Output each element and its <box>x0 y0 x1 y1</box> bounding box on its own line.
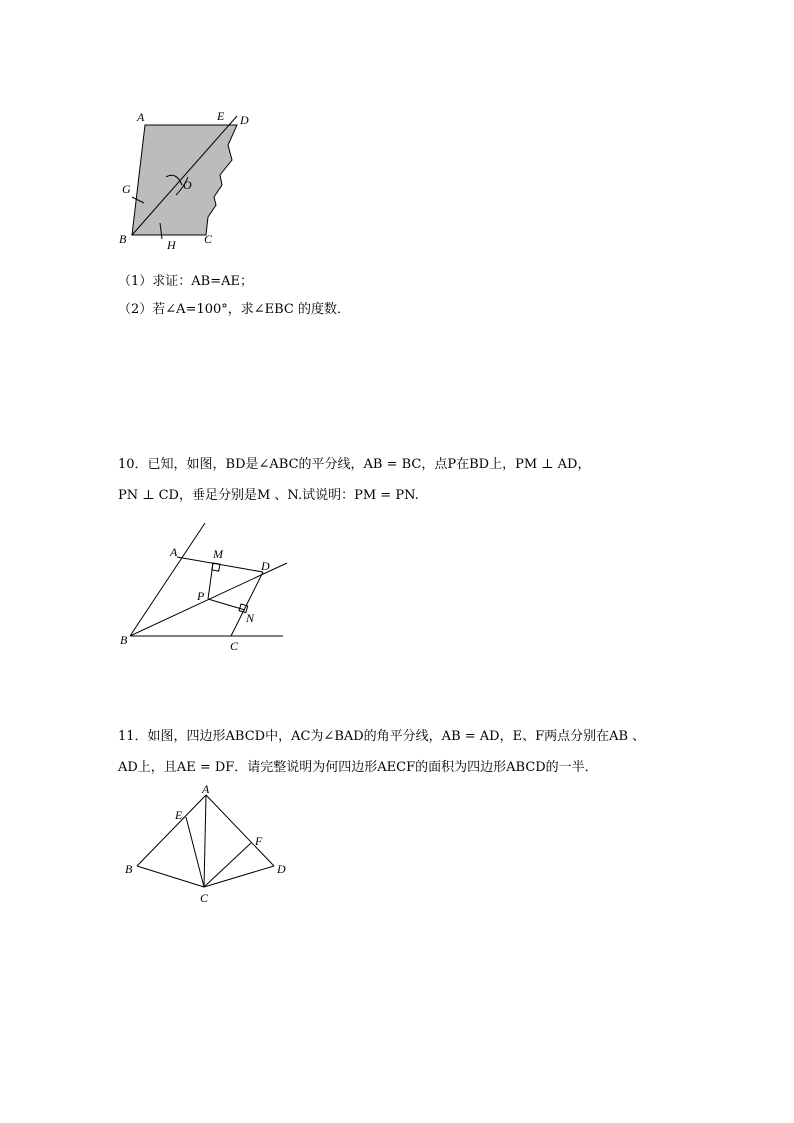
q11-diagonal-ac <box>204 795 206 887</box>
q10-label-d: D <box>261 559 270 573</box>
q10-label-m: M <box>213 547 223 561</box>
q11-figure <box>115 783 295 908</box>
q11-label-b: B <box>125 862 133 876</box>
q10-label-n: N <box>246 611 255 625</box>
q11-side-bc <box>137 866 204 887</box>
q10-label-a: A <box>170 545 178 559</box>
q9-label-h: H <box>167 238 176 252</box>
q9-label-a: A <box>137 110 145 124</box>
q10-label-c: C <box>230 639 239 653</box>
q10-label-b: B <box>120 633 128 647</box>
q11-label-a: A <box>202 783 210 796</box>
q9-label-e: E <box>217 109 225 123</box>
q9-label-d: D <box>240 113 249 127</box>
q11-label-c: C <box>200 891 209 905</box>
q10-label-p: P <box>197 589 205 603</box>
q11-line2: AD上，且AE = DF．请完整说明为何四边形AECF的面积为四边形ABCD的一半． <box>118 760 598 775</box>
q11-label-f: F <box>255 834 263 848</box>
q9-label-c: C <box>204 232 213 246</box>
q10-figure <box>110 515 295 655</box>
q11-line1: 11．如图，四边形ABCD中，AC为∠BAD的角平分线，AB = AD，E、F两点分别在AB 、 <box>118 729 646 744</box>
q9-label-b: B <box>119 232 127 246</box>
q9-figure <box>110 105 270 255</box>
q10-line2: PN ⊥ CD，垂足分别是M 、N.试说明：PM = PN. <box>118 488 419 503</box>
q10-line1: 10．已知，如图，BD是∠ABC的平分线，AB = BC，点P在BD上，PM ⊥ AD， <box>118 457 591 472</box>
q11-side-ad <box>206 795 274 866</box>
q9-label-g: G <box>122 182 131 196</box>
q9-part1: （1）求证：AB=AE； <box>118 274 253 289</box>
q11-label-e: E <box>175 808 183 822</box>
q9-part2: （2）若∠A=100°，求∠EBC 的度数． <box>118 302 351 317</box>
q11-segment-ec <box>186 817 204 887</box>
q11-label-d: D <box>277 862 286 876</box>
q9-label-o: O <box>183 178 192 192</box>
